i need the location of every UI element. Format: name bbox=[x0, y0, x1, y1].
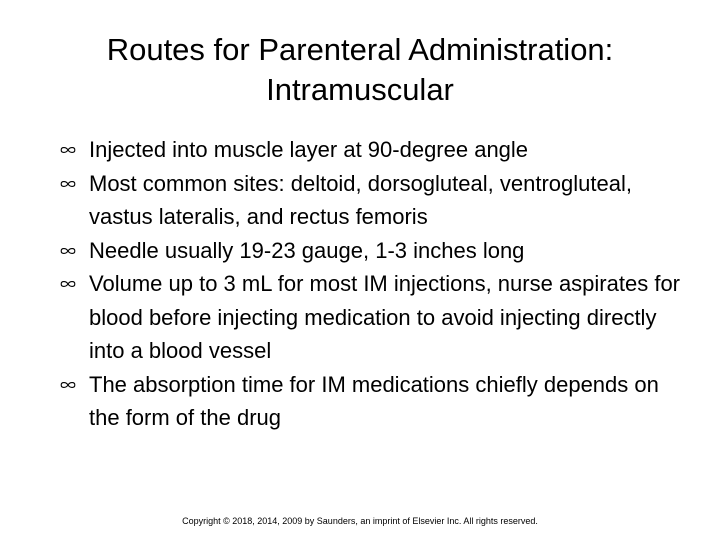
slide-title-line-1: Routes for Parenteral Administration: bbox=[106, 32, 614, 67]
bullet-item bbox=[60, 234, 680, 268]
infinity-loop-icon bbox=[60, 180, 76, 188]
bullet-text: The absorption time for IM medications chiefly depends on the form of the drug bbox=[89, 371, 659, 430]
bullet-item bbox=[60, 133, 680, 167]
bullet-list bbox=[60, 133, 680, 435]
slide-title bbox=[36, 30, 684, 110]
infinity-loop-icon bbox=[60, 247, 76, 255]
infinity-loop-icon bbox=[60, 381, 76, 389]
infinity-loop-icon bbox=[60, 280, 76, 288]
bullet-item bbox=[60, 368, 680, 435]
bullet-text: Needle usually 19-23 gauge, 1-3 inches long bbox=[89, 237, 525, 263]
infinity-loop-icon bbox=[60, 146, 76, 154]
bullet-text: Volume up to 3 mL for most IM injections, nurse aspirates for blood before injecting medication to avoid injecting directly into a blood vessel bbox=[89, 271, 681, 363]
bullet-item bbox=[60, 267, 680, 368]
bullet-text: Injected into muscle layer at 90-degree angle bbox=[89, 137, 529, 162]
copyright-footer: Copyright © 2018, 2014, 2009 by Saunders, an imprint of Elsevier Inc. All rights reserved. bbox=[182, 516, 538, 526]
bullet-item bbox=[60, 167, 680, 234]
slide-title-line-2: Intramuscular bbox=[266, 72, 454, 107]
bullet-text: Most common sites: deltoid, dorsogluteal, ventrogluteal, vastus lateralis, and rectus femoris bbox=[89, 170, 632, 229]
